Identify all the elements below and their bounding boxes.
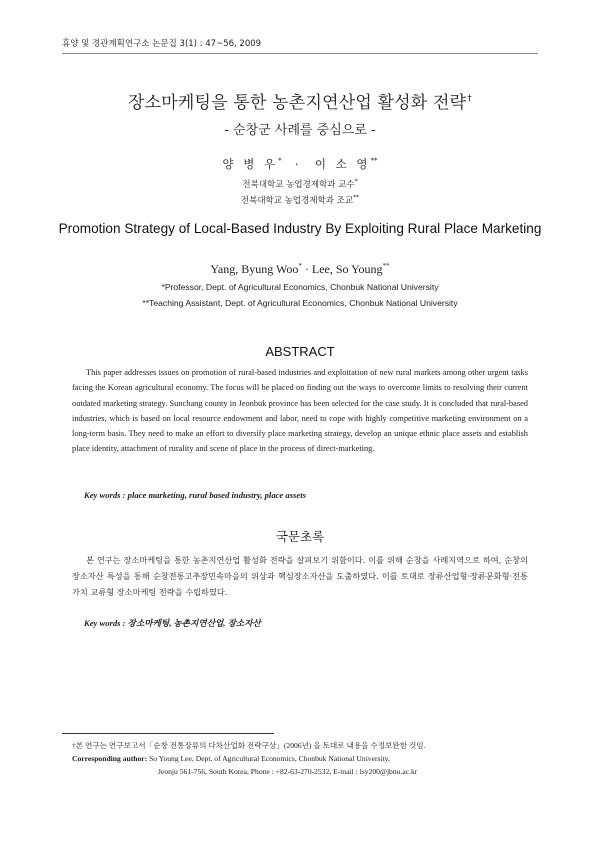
english-keywords: Key words : place marketing, rural based industry, place assets [84,490,306,500]
title-dagger: † [467,94,472,105]
korean-affiliation-1-text: 전북대학교 농업경제학과 교수 [242,180,355,190]
korean-keywords: Key words : 장소마케팅, 농촌지연산업, 장소자산 [84,618,261,628]
korean-affiliation-1 [0,178,600,190]
english-author-1: Yang, Byung Woo [210,262,299,276]
korean-title [0,88,600,113]
abstract-heading: ABSTRACT [265,344,335,359]
corresponding-author-label: Corresponding author: [72,754,148,763]
korean-author-2: 이 소 영 [314,157,371,171]
korean-affiliation-2-text: 전북대학교 농업경제학과 조교 [240,196,354,206]
korean-subtitle: - 순창군 사례를 중심으로 - [224,123,376,138]
corresponding-author-contact: Jeonju 561-756, South Korea, Phone : +82-63-270-2532, E-mail : lsy200@jbnu.ac.kr [158,767,418,776]
korean-author-separator: · [294,157,302,171]
abstract-body: This paper addresses issues on promotion of rural-based industries and exploitation of new rural markets among other urgent tasks facing the Korean agricultural economy. The focus will be placed on finding out the ways to overcome limits to resolving their current outdated marketing strategy. Sunchang county in Jeonbuk province has been selected for the case study. It is concluded that rural-based industries, which is based on local resource endowment and labor, need to cope with highly competitive marketing environment on a long-term basis. They need to make an effort to diversify place marketing strategy, develop an unique ethnic place assets and establish place identity, attachment of rurality and scene of place in the process of direct-marketing. [72,368,528,454]
korean-authors [0,156,600,172]
footnotes [72,739,542,778]
journal-header [62,37,538,54]
english-author-2: Lee, So Young [311,262,383,276]
english-author-2-mark: ** [382,262,390,270]
korean-author-1: 양 병 우 [222,157,279,171]
english-title: Promotion Strategy of Local-Based Industry By Exploiting Rural Place Marketing [58,221,542,236]
korean-abstract-heading: 국문초록 [275,529,325,544]
corresponding-author-info: So Young Lee, Dept. of Agricultural Economics, Chonbuk National University, [147,754,390,763]
korean-affiliation-2 [0,194,600,206]
english-author-1-mark: * [298,262,302,270]
footnote-divider [62,733,274,734]
english-author-separator: · [301,262,312,276]
english-authors [0,262,600,277]
korean-affiliation-1-mark: * [354,178,358,186]
funding-footnote: †본 연구는 연구보고서「순창 전통장류의 다차산업화 전략구상」(2006년) 을 토대로 내용을 수정보완한 것임. [72,741,426,750]
korean-title-text: 장소마케팅을 통한 농촌지연산업 활성화 전략 [128,93,467,113]
english-affiliation-1: *Professor, Dept. of Agricultural Economics, Chonbuk National University [161,282,439,292]
korean-author-2-mark: ** [370,157,378,166]
korean-affiliation-2-mark: ** [353,194,360,202]
korean-abstract-body: 본 연구는 장소마케팅을 통한 농촌지연산업 활성화 전략을 살펴보기 위함이다. 이를 위해 순창을 사례지역으로 하여, 순창의 장소자산 특성을 통해 순창전통고추장민속마을의 위상과 핵심장소자산을 도출하였다. 이를 토대로 장류산업형·장류문화형·전통가치 교류형 장소마케팅 전략을 수립하였다. [72,555,528,597]
english-affiliation-2: **Teaching Assistant, Dept. of Agricultural Economics, Chonbuk National University [142,298,458,308]
korean-author-1-mark: * [278,157,282,166]
journal-citation: 휴양 및 경관계획연구소 논문집 3(1) : 47~56, 2009 [62,39,262,49]
corresponding-author-line [72,752,542,765]
